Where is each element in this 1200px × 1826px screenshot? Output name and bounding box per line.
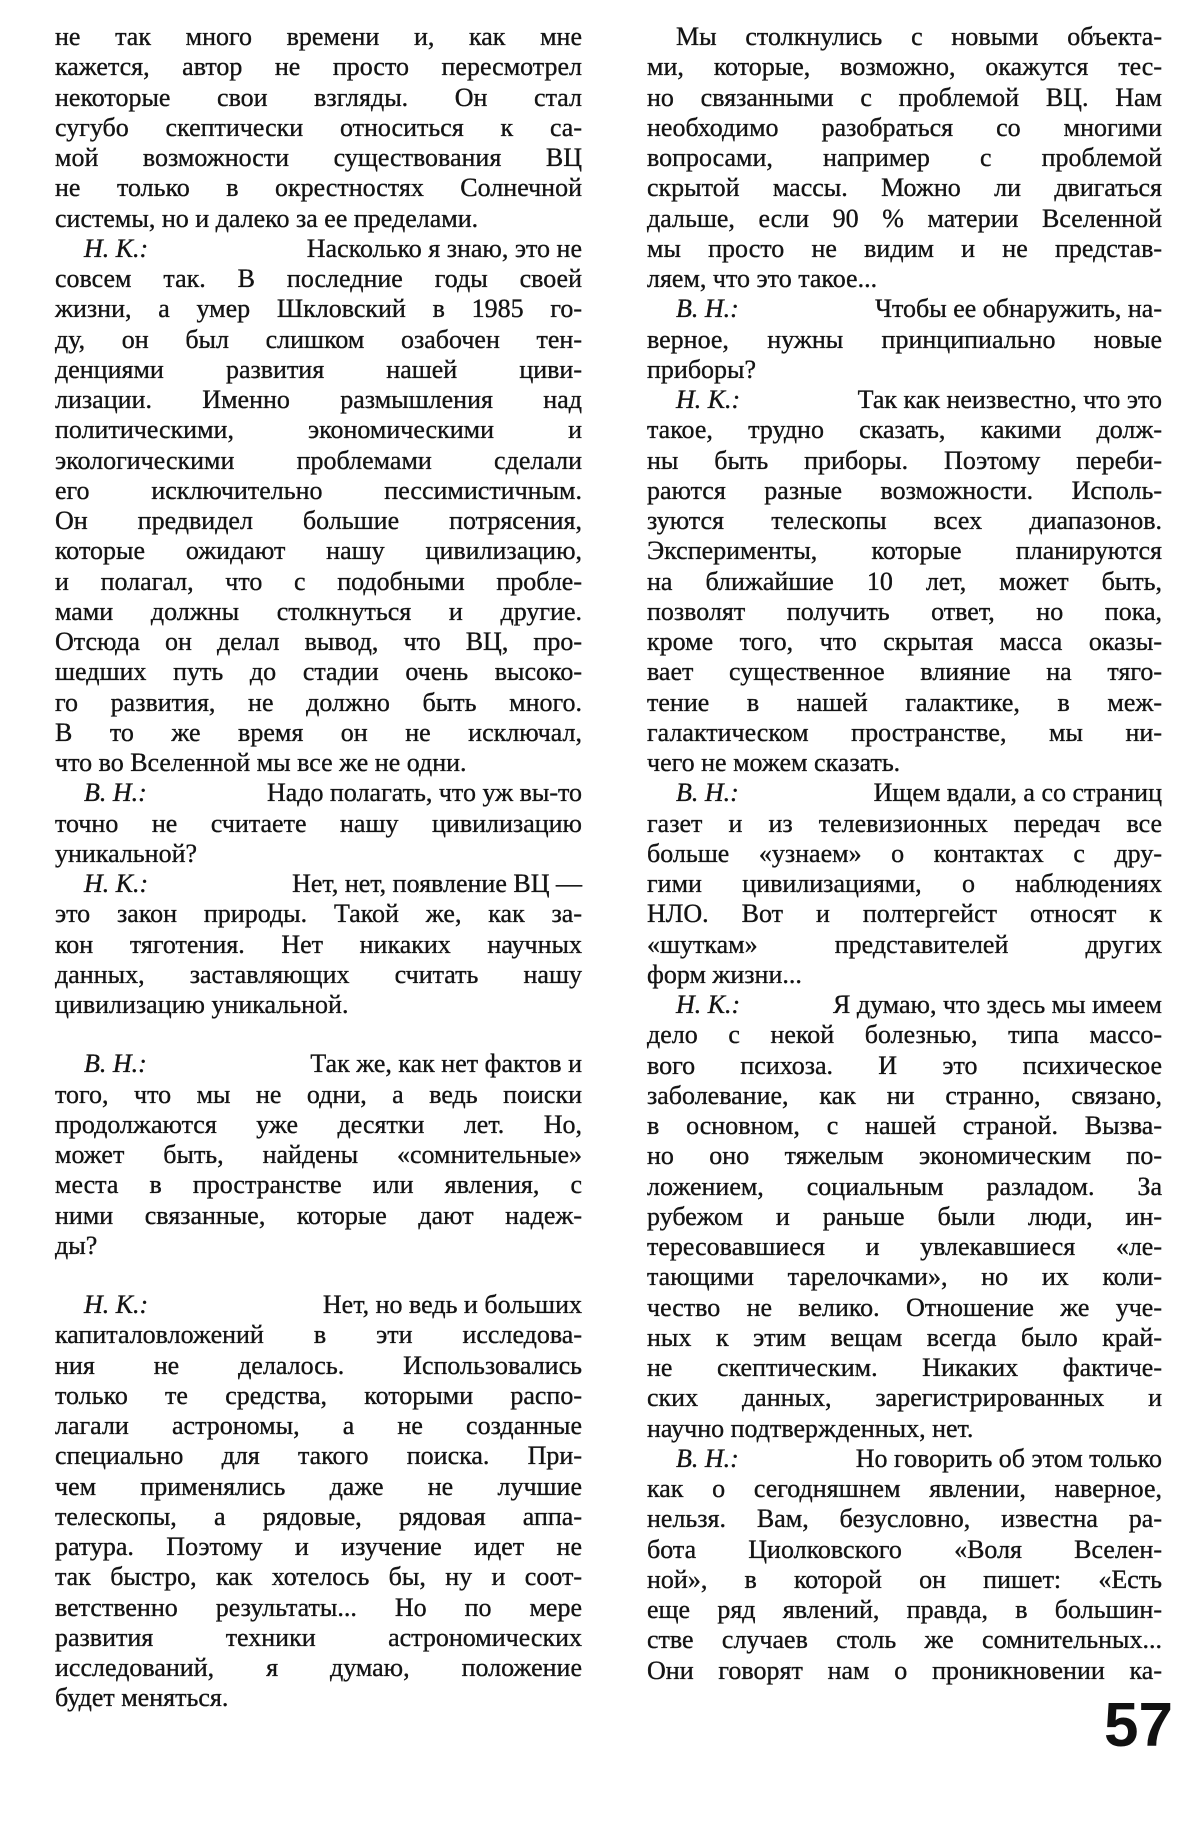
text-line [647, 204, 1162, 234]
line-text: такое, трудно сказать, какими долж- [647, 415, 1162, 445]
text-line [647, 839, 1162, 869]
text-line [55, 627, 582, 657]
paragraph [647, 990, 1162, 1444]
line-text: совсем так. В последние годы своей [55, 264, 582, 293]
line-text: развития техники астрономических [55, 1622, 582, 1652]
line-text: которые ожидают нашу цивилизацию, [55, 536, 582, 566]
text-line [647, 1383, 1162, 1413]
line-text: Надо полагать, что уж вы-то [266, 778, 582, 808]
line-text: научно подтвержденных, нет. [647, 1413, 974, 1443]
speaker-label: Н. К.: [84, 869, 149, 898]
line-text: так быстро, как хотелось бы, ну и соот- [55, 1562, 582, 1592]
text-line [55, 1140, 582, 1170]
text-line [55, 1623, 582, 1653]
line-text: чество не велико. Отношение же уче- [647, 1292, 1162, 1322]
line-text: может быть, найдены «сомнительные» [55, 1140, 582, 1169]
line-text: нельзя. Вам, безусловно, известна ра- [647, 1504, 1162, 1534]
page-number: 57 [1104, 1691, 1173, 1760]
paragraph [647, 22, 1162, 294]
line-text: мами должны столкнуться и другие. [55, 596, 582, 626]
text-line [647, 1262, 1162, 1292]
line-text: вого психоза. И это психическое [647, 1050, 1162, 1080]
text-line [55, 1320, 582, 1350]
text-line [55, 1441, 582, 1471]
text-line [647, 506, 1162, 536]
line-text: Отсюда он делал вывод, что ВЦ, про- [55, 627, 582, 656]
text-line [55, 930, 582, 960]
text-line [647, 1656, 1162, 1686]
text-line [647, 234, 1162, 264]
text-line [647, 778, 1162, 808]
text-line [55, 1411, 582, 1441]
line-text: Я думаю, что здесь мы имеем [833, 990, 1162, 1019]
text-line [55, 325, 582, 355]
line-text: не скептическим. Никаких фактиче- [647, 1353, 1162, 1382]
text-line [55, 839, 582, 869]
paragraph-spacer [55, 1020, 582, 1049]
line-text: в основном, с нашей страной. Вызва- [647, 1111, 1162, 1140]
text-line [647, 143, 1162, 173]
text-line [647, 83, 1162, 113]
text-line [55, 1201, 582, 1231]
line-text: кон тяготения. Нет никаких научных [55, 929, 582, 959]
line-text: исследований, я думаю, положение [55, 1653, 582, 1682]
text-line [55, 173, 582, 203]
line-text: Он предвидел большие потрясения, [55, 506, 582, 535]
line-text: капиталовложений в эти исследова- [55, 1320, 582, 1350]
line-text: не только в окрестностях Солнечной [55, 173, 582, 203]
line-text: не так много времени и, как мне [55, 22, 582, 51]
text-line [647, 22, 1162, 52]
speaker-label: Н. К.: [84, 1290, 149, 1319]
text-line [647, 52, 1162, 82]
line-text: бота Циолковского «Воля Вселен- [647, 1534, 1162, 1564]
line-text: это закон природы. Такой же, как за- [55, 899, 582, 929]
text-line [55, 446, 582, 476]
text-line [55, 52, 582, 82]
speaker-label: В. Н.: [676, 1443, 739, 1473]
text-line [55, 1110, 582, 1140]
line-text: чего не можем сказать. [647, 748, 901, 777]
line-text: ны быть приборы. Поэтому переби- [647, 445, 1162, 475]
line-text: ветственно результаты... Но по мере [55, 1592, 582, 1622]
text-line [647, 1293, 1162, 1323]
paragraph [55, 778, 582, 869]
line-text: Так как неизвестно, что это [857, 385, 1162, 414]
line-text: ратура. Поэтому и изучение идет не [55, 1532, 582, 1561]
text-line [647, 1444, 1162, 1474]
text-line [647, 597, 1162, 627]
line-text: кажется, автор не просто пересмотрел [55, 52, 582, 82]
text-line [55, 718, 582, 748]
line-text: будет меняться. [55, 1683, 229, 1713]
text-line [55, 1231, 582, 1261]
line-text: мой возможности существования ВЦ [55, 143, 582, 172]
line-text: стве случаев столь же сомнительных... [647, 1625, 1162, 1655]
line-text: вопросами, например с проблемой [647, 143, 1162, 172]
text-line [647, 294, 1162, 324]
text-line [55, 1593, 582, 1623]
line-text: зуются телескопы всех диапазонов. [647, 506, 1162, 535]
text-line [647, 173, 1162, 203]
paragraph-spacer [55, 1261, 582, 1290]
text-line [647, 657, 1162, 687]
line-text: Нет, но ведь и больших [322, 1290, 582, 1319]
text-line [647, 1111, 1162, 1141]
text-line [647, 1323, 1162, 1353]
text-line [647, 1020, 1162, 1050]
text-line [647, 1504, 1162, 1534]
line-text: мы просто не видим и не представ- [647, 233, 1162, 263]
line-text: Но говорить об этом только [855, 1443, 1162, 1473]
text-line [647, 748, 1162, 778]
line-text: того, что мы не одни, а ведь поиски [55, 1079, 582, 1109]
text-line [55, 1049, 582, 1079]
line-text: Мы столкнулись с новыми объекта- [676, 22, 1162, 51]
text-line [647, 113, 1162, 143]
text-column-left [55, 22, 582, 1714]
text-line [647, 809, 1162, 839]
line-text: как о сегодняшнем явлении, наверное, [647, 1474, 1162, 1503]
speaker-label: В. Н.: [84, 778, 147, 808]
line-text: его исключительно пессимистичным. [55, 475, 582, 505]
text-line [55, 1170, 582, 1200]
text-line [55, 506, 582, 536]
text-line [55, 22, 582, 52]
line-text: лагали астрономы, а не созданные [55, 1411, 582, 1440]
text-line [647, 1202, 1162, 1232]
paragraph [647, 294, 1162, 385]
line-text: ских данных, зарегистрированных и [647, 1383, 1162, 1413]
line-text: НЛО. Вот и полтергейст относят к [647, 899, 1162, 929]
line-text: приборы? [647, 354, 757, 384]
line-text: ляем, что это такое... [647, 264, 878, 293]
line-text: раются разные возможности. Исполь- [647, 475, 1162, 505]
line-text: ми, которые, возможно, окажутся тес- [647, 52, 1162, 82]
text-line [647, 1595, 1162, 1625]
line-text: Ищем вдали, а со страниц [873, 778, 1162, 808]
line-text: го развития, не должно быть много. [55, 687, 582, 717]
text-line [55, 113, 582, 143]
line-text: скрытой массы. Можно ли двигаться [647, 173, 1162, 203]
text-line [55, 1472, 582, 1502]
line-text: но связанными с проблемой ВЦ. Нам [647, 82, 1162, 112]
text-line [55, 536, 582, 566]
line-text: необходимо разобраться со многими [647, 112, 1162, 142]
line-text: жизни, а умер Шкловский в 1985 го- [55, 294, 582, 324]
line-text: чем применялись даже не лучшие [55, 1471, 582, 1501]
paragraph [647, 1444, 1162, 1686]
line-text: ных к этим вещам всегда было край- [647, 1322, 1162, 1352]
text-line [647, 1414, 1162, 1444]
text-line [55, 234, 582, 264]
text-line [647, 718, 1162, 748]
paragraph [55, 234, 582, 779]
line-text: Так же, как нет фактов и [310, 1049, 582, 1079]
line-text: верное, нужны принципиально новые [647, 324, 1162, 354]
paragraph [55, 869, 582, 1020]
line-text: тение в нашей галактике, в меж- [647, 687, 1162, 717]
text-line [55, 1683, 582, 1713]
text-line [647, 688, 1162, 718]
line-text: на ближайшие 10 лет, может быть, [647, 566, 1162, 596]
line-text: Нет, нет, появление ВЦ — [292, 869, 582, 898]
speaker-label: Н. К.: [84, 233, 149, 263]
line-text: вает существенное влияние на тяго- [647, 657, 1162, 687]
line-text: галактическом пространстве, мы ни- [647, 717, 1162, 747]
text-column-right [647, 22, 1162, 1686]
line-text: телескопы, а рядовые, рядовая аппа- [55, 1501, 582, 1531]
line-text: ния не делалось. Использовались [55, 1350, 582, 1380]
text-line [55, 264, 582, 294]
text-line [55, 1532, 582, 1562]
line-text: сугубо скептически относиться к са- [55, 112, 582, 142]
text-line [55, 1290, 582, 1320]
text-line [55, 83, 582, 113]
speaker-label: Н. К.: [676, 385, 741, 414]
text-line [55, 355, 582, 385]
line-text: некоторые свои взгляды. Он стал [55, 82, 582, 112]
line-text: лизации. Именно размышления над [55, 385, 582, 414]
line-text: только те средства, которыми распо- [55, 1380, 582, 1410]
line-text: тересовавшиеся и увлекавшиеся «ле- [647, 1232, 1162, 1261]
text-line [55, 748, 582, 778]
text-line [647, 446, 1162, 476]
line-text: денциями развития нашей циви- [55, 354, 582, 384]
text-line [647, 536, 1162, 566]
text-line [647, 990, 1162, 1020]
text-line [647, 869, 1162, 899]
text-line [647, 1474, 1162, 1504]
text-line [55, 143, 582, 173]
text-line [647, 1232, 1162, 1262]
line-text: дальше, если 90 % материи Вселенной [647, 203, 1162, 233]
line-text: ложением, социальным разладом. За [647, 1171, 1162, 1201]
text-line [647, 1141, 1162, 1171]
line-text: экологическими проблемами сделали [55, 445, 582, 475]
text-line [55, 476, 582, 506]
text-line [647, 325, 1162, 355]
text-line [55, 415, 582, 445]
text-line [647, 476, 1162, 506]
line-text: гими цивилизациями, о наблюдениях [647, 869, 1162, 898]
text-line [647, 385, 1162, 415]
text-line [647, 264, 1162, 294]
line-text: ной», в которой он пишет: «Есть [647, 1564, 1162, 1594]
line-text: еще ряд явлений, правда, в большин- [647, 1595, 1162, 1624]
text-line [647, 899, 1162, 929]
line-text: места в пространстве или явления, с [55, 1170, 582, 1200]
text-line [55, 567, 582, 597]
text-line [55, 960, 582, 990]
text-line [647, 960, 1162, 990]
line-text: продолжаются уже десятки лет. Но, [55, 1109, 582, 1139]
text-line [55, 809, 582, 839]
text-line [55, 869, 582, 899]
line-text: ду, он был слишком озабочен тен- [55, 324, 582, 354]
speaker-label: В. Н.: [676, 294, 739, 324]
text-line [647, 355, 1162, 385]
line-text: специально для такого поиска. При- [55, 1441, 582, 1471]
text-line [55, 597, 582, 627]
text-line [55, 1381, 582, 1411]
text-line [647, 1565, 1162, 1595]
line-text: тающими тарелочками», но их коли- [647, 1262, 1162, 1292]
paragraph [55, 22, 582, 234]
line-text: но оно тяжелым экономическим по- [647, 1141, 1162, 1171]
line-text: точно не считаете нашу цивилизацию [55, 808, 582, 838]
line-text: политическими, экономическими и [55, 415, 582, 445]
text-line [55, 1502, 582, 1532]
line-text: газет и из телевизионных передач все [647, 808, 1162, 838]
line-text: кроме того, что скрытая масса оказы- [647, 627, 1162, 656]
line-text: рубежом и раньше были люди, ин- [647, 1201, 1162, 1231]
line-text: что во Вселенной мы все же не одни. [55, 748, 467, 777]
text-line [647, 567, 1162, 597]
line-text: Чтобы ее обнаружить, на- [875, 294, 1162, 324]
text-line [55, 1653, 582, 1683]
speaker-label: В. Н.: [676, 778, 739, 808]
text-line [55, 657, 582, 687]
line-text: дело с некой болезнью, типа массо- [647, 1020, 1162, 1050]
text-line [55, 778, 582, 808]
line-text: уникальной? [55, 838, 198, 868]
line-text: системы, но и далеко за ее пределами. [55, 203, 479, 233]
text-line [55, 1562, 582, 1592]
text-line [647, 1625, 1162, 1655]
line-text: заболевание, как ни странно, связано, [647, 1080, 1162, 1110]
text-line [55, 899, 582, 929]
text-line [55, 990, 582, 1020]
line-text: позволят получить ответ, но пока, [647, 596, 1162, 626]
text-line [647, 415, 1162, 445]
line-text: больше «узнаем» о контактах с дру- [647, 838, 1162, 868]
text-line [55, 385, 582, 415]
text-line [55, 688, 582, 718]
line-text: Они говорят нам о проникновении ка- [647, 1655, 1162, 1685]
text-line [647, 1353, 1162, 1383]
line-text: и полагал, что с подобными пробле- [55, 566, 582, 596]
line-text: форм жизни... [647, 959, 802, 989]
speaker-label: В. Н.: [84, 1049, 147, 1079]
text-line [647, 930, 1162, 960]
text-line [55, 1080, 582, 1110]
text-line [647, 1535, 1162, 1565]
line-text: Насколько я знаю, это не [306, 233, 582, 263]
line-text: Эксперименты, которые планируются [647, 536, 1162, 566]
paragraph [647, 385, 1162, 778]
line-text: данных, заставляющих считать нашу [55, 959, 582, 989]
paragraph [647, 778, 1162, 990]
paragraph [55, 1049, 582, 1261]
text-line [647, 627, 1162, 657]
text-line [55, 204, 582, 234]
text-line [647, 1051, 1162, 1081]
speaker-label: Н. К.: [676, 990, 741, 1019]
line-text: В то же время он не исключал, [55, 717, 582, 747]
text-line [647, 1172, 1162, 1202]
line-text: «шуткам» представителей других [647, 929, 1162, 959]
text-line [55, 294, 582, 324]
line-text: шедших путь до стадии очень высоко- [55, 657, 582, 687]
line-text: цивилизацию уникальной. [55, 990, 349, 1019]
paragraph [55, 1290, 582, 1714]
line-text: ды? [55, 1230, 98, 1260]
line-text: ними связанные, которые дают надеж- [55, 1200, 582, 1230]
text-line [55, 1351, 582, 1381]
text-line [647, 1081, 1162, 1111]
